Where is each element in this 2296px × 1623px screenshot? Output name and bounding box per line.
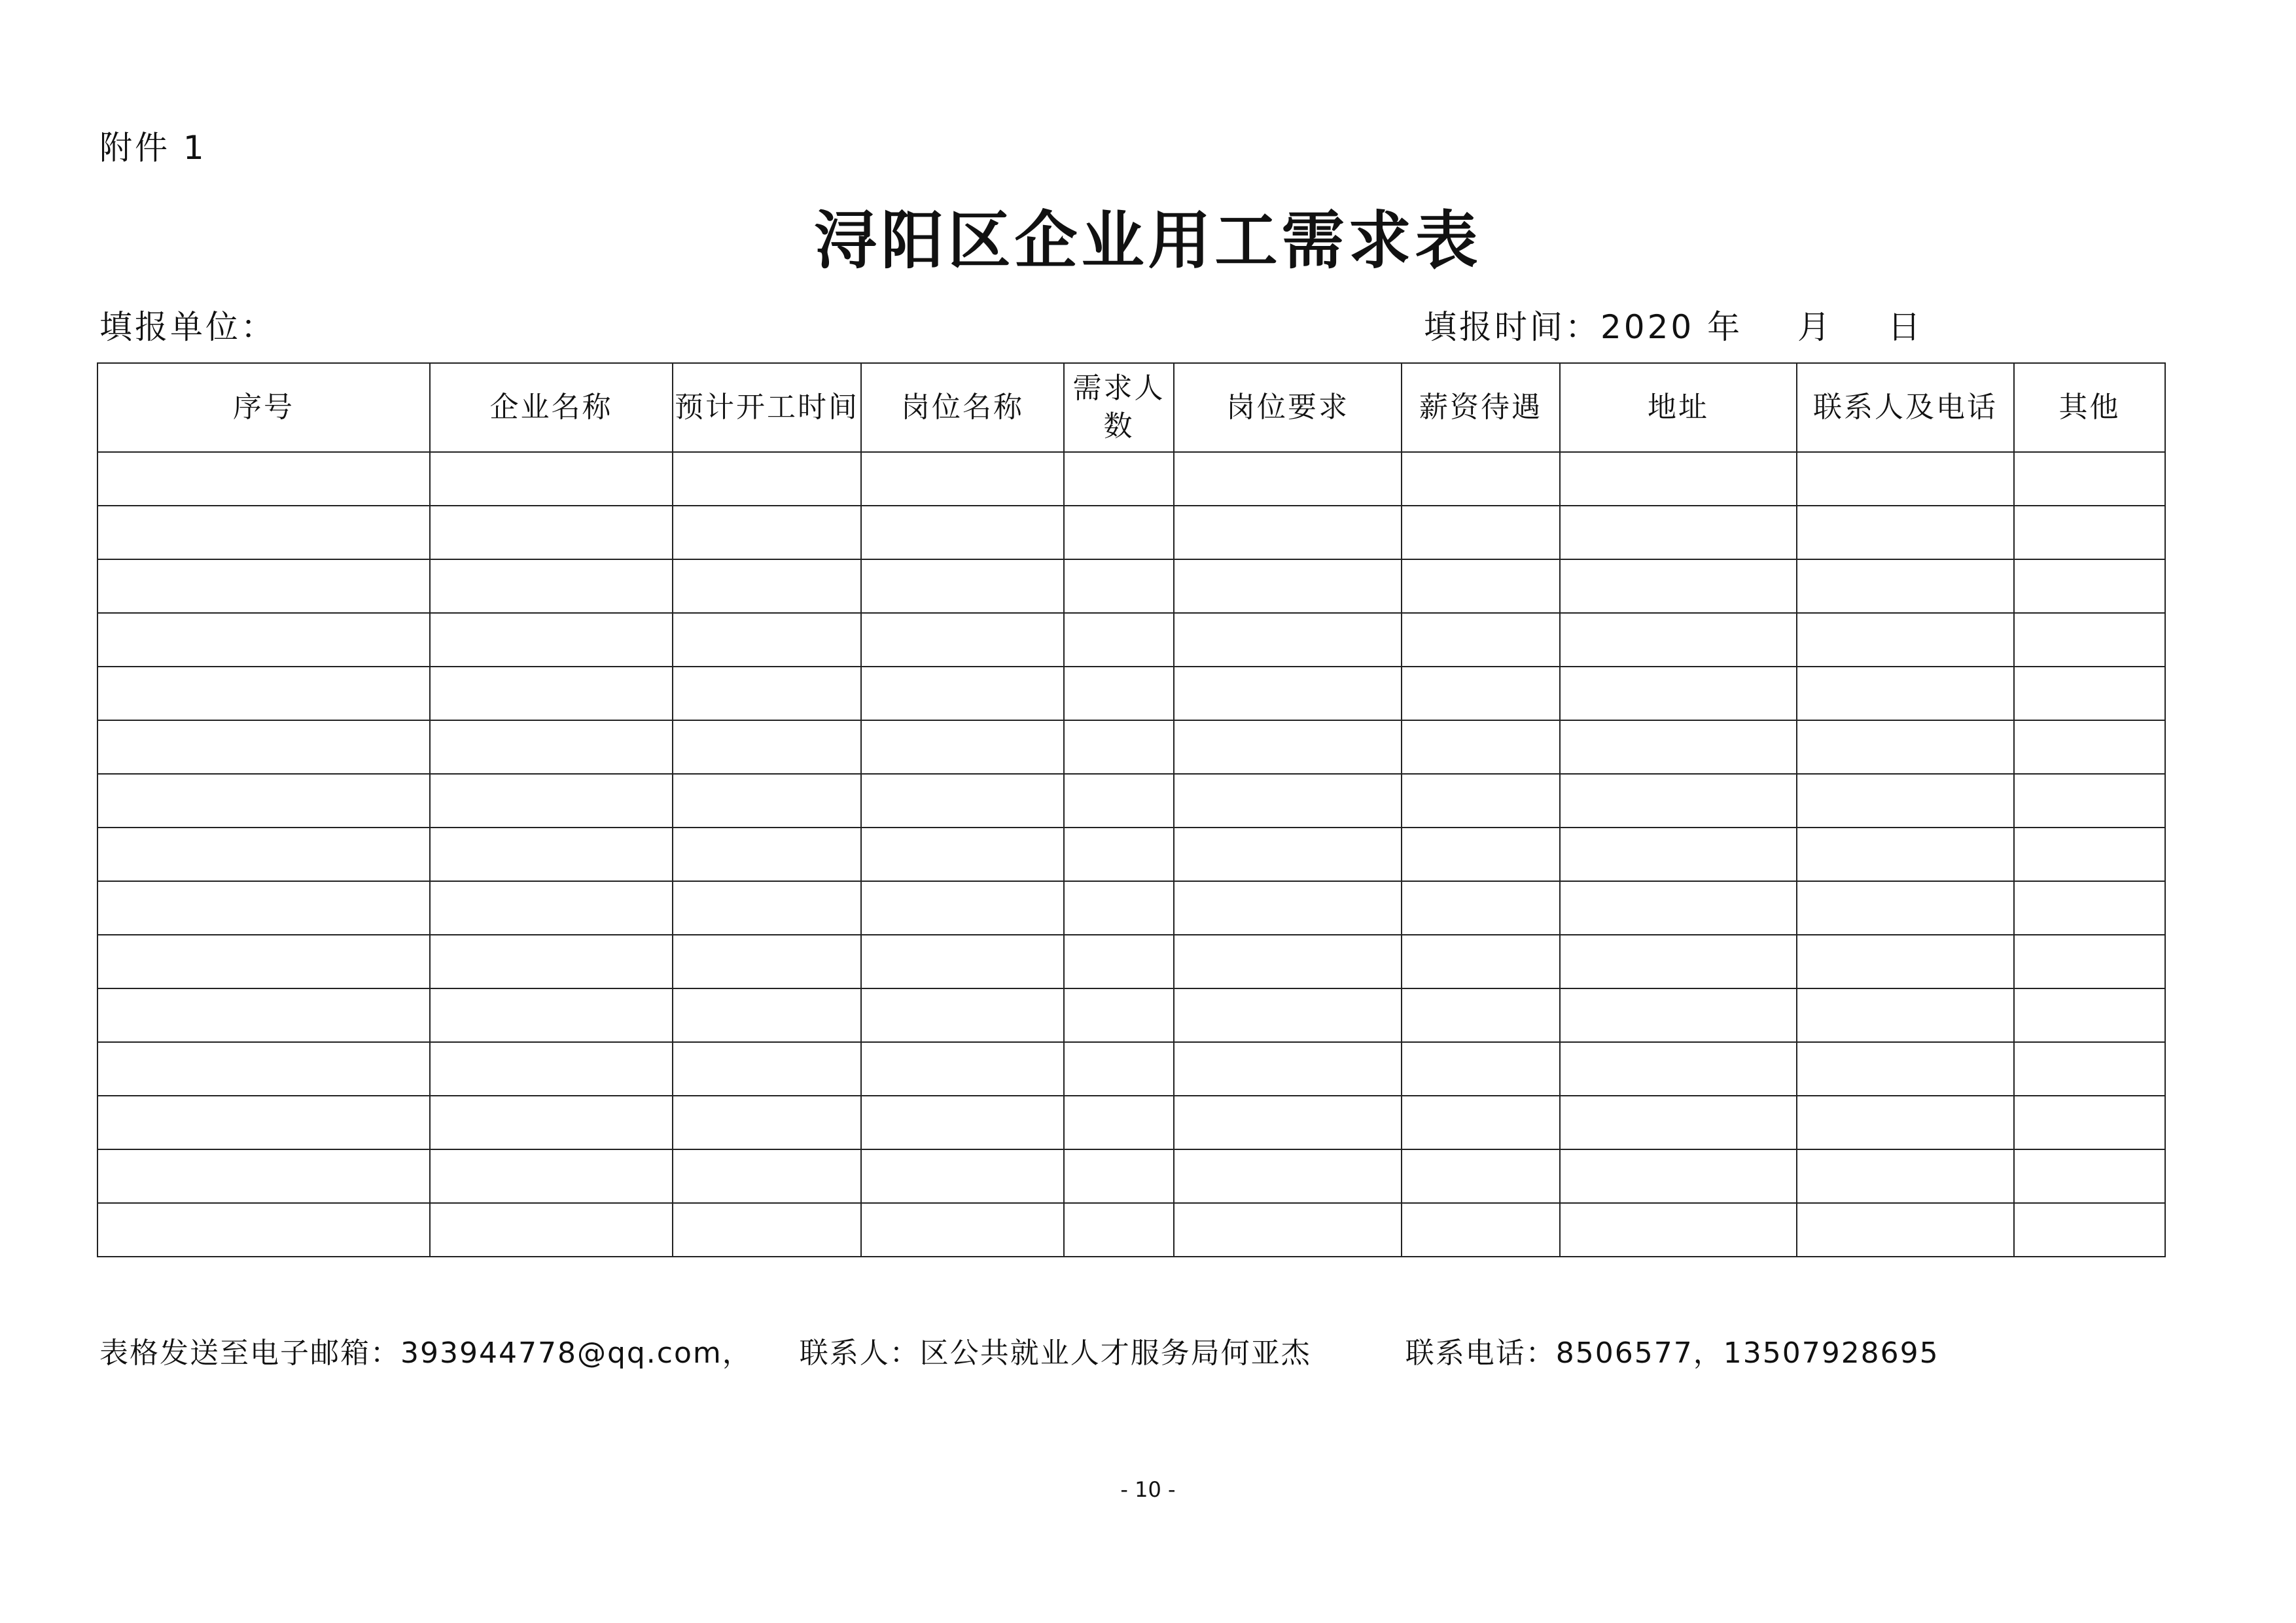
table-cell[interactable] (430, 559, 673, 613)
table-cell[interactable] (1797, 935, 2014, 988)
table-cell[interactable] (1064, 1149, 1174, 1203)
table-cell[interactable] (861, 988, 1064, 1042)
table-cell[interactable] (1064, 881, 1174, 935)
table-cell[interactable] (861, 828, 1064, 881)
table-header-row (97, 363, 2165, 452)
table-cell[interactable] (1560, 559, 1797, 613)
table-cell[interactable] (1402, 613, 1560, 667)
table-cell[interactable] (1402, 1203, 1560, 1257)
table-cell[interactable] (1797, 881, 2014, 935)
footer-email: 表格发送至电子邮箱：393944778@qq.com， (99, 1336, 752, 1370)
table-cell[interactable] (1064, 988, 1174, 1042)
header-serial: 序号 (97, 363, 430, 452)
table-cell[interactable] (1402, 935, 1560, 988)
table-cell[interactable] (861, 1149, 1064, 1203)
table-cell[interactable] (97, 1203, 430, 1257)
table-cell[interactable] (1064, 1042, 1174, 1096)
table-cell[interactable] (673, 667, 861, 720)
table-cell[interactable] (1560, 774, 1797, 828)
table-cell[interactable] (2014, 506, 2165, 559)
table-cell[interactable] (430, 452, 673, 506)
table-cell[interactable] (673, 506, 861, 559)
table-cell[interactable] (97, 720, 430, 774)
header-position-name: 岗位名称 (861, 363, 1064, 452)
table-cell[interactable] (1560, 506, 1797, 559)
table-cell[interactable] (1560, 1096, 1797, 1149)
table-cell[interactable] (1560, 452, 1797, 506)
table-cell[interactable] (1560, 1042, 1797, 1096)
table-cell[interactable] (1064, 774, 1174, 828)
table-row (97, 452, 2165, 506)
table-cell[interactable] (1174, 988, 1402, 1042)
table-row (97, 720, 2165, 774)
table-cell[interactable] (1402, 1096, 1560, 1149)
table-cell[interactable] (1402, 506, 1560, 559)
table-row (97, 1096, 2165, 1149)
table-row (97, 1042, 2165, 1096)
fill-unit-label: 填报单位： (99, 308, 276, 346)
footer-phone: 联系电话：8506577，13507928695 (1405, 1336, 1939, 1370)
footer-note (99, 1329, 1939, 1371)
table-cell[interactable] (861, 774, 1064, 828)
header-start-time: 预计开工时间 (673, 363, 861, 452)
table-cell[interactable] (1797, 613, 2014, 667)
footer-contact: 联系人：区公共就业人才服务局何亚杰 (799, 1336, 1311, 1370)
header-salary: 薪资待遇 (1402, 363, 1560, 452)
table-cell[interactable] (673, 1096, 861, 1149)
table-cell[interactable] (1174, 1203, 1402, 1257)
table-row (97, 988, 2165, 1042)
table-cell[interactable] (1174, 881, 1402, 935)
table-row (97, 1203, 2165, 1257)
table-cell[interactable] (861, 935, 1064, 988)
table-cell[interactable] (1402, 452, 1560, 506)
table-cell[interactable] (430, 828, 673, 881)
table-row (97, 935, 2165, 988)
table-cell[interactable] (1402, 774, 1560, 828)
header-address: 地址 (1560, 363, 1797, 452)
table-cell[interactable] (97, 1149, 430, 1203)
table-cell[interactable] (430, 1042, 673, 1096)
table-cell[interactable] (1797, 506, 2014, 559)
table-cell[interactable] (97, 667, 430, 720)
table-cell[interactable] (1797, 774, 2014, 828)
table-cell[interactable] (1064, 667, 1174, 720)
table-cell[interactable] (1797, 1042, 2014, 1096)
table-cell[interactable] (2014, 935, 2165, 988)
table-cell[interactable] (1064, 452, 1174, 506)
table-cell[interactable] (673, 1042, 861, 1096)
table-cell[interactable] (2014, 452, 2165, 506)
header-requirements: 岗位要求 (1174, 363, 1402, 452)
table-cell[interactable] (861, 1096, 1064, 1149)
table-cell[interactable] (2014, 559, 2165, 613)
table-cell[interactable] (861, 1203, 1064, 1257)
table-cell[interactable] (430, 1149, 673, 1203)
form-title: 浔阳区企业用工需求表 (814, 203, 1482, 277)
table-cell[interactable] (673, 774, 861, 828)
table-cell[interactable] (430, 1203, 673, 1257)
table-cell[interactable] (1797, 667, 2014, 720)
table-cell[interactable] (430, 613, 673, 667)
table-row (97, 559, 2165, 613)
table-cell[interactable] (1064, 506, 1174, 559)
table-row (97, 613, 2165, 667)
table-cell[interactable] (1797, 988, 2014, 1042)
table-cell[interactable] (1174, 1096, 1402, 1149)
table-cell[interactable] (97, 559, 430, 613)
table-cell[interactable] (1402, 988, 1560, 1042)
table-cell[interactable] (1402, 667, 1560, 720)
table-cell[interactable] (2014, 828, 2165, 881)
table-cell[interactable] (673, 452, 861, 506)
table-cell[interactable] (1560, 1203, 1797, 1257)
table-cell[interactable] (1064, 935, 1174, 988)
table-cell[interactable] (1797, 452, 2014, 506)
table-cell[interactable] (97, 881, 430, 935)
table-cell[interactable] (2014, 988, 2165, 1042)
table-cell[interactable] (1174, 774, 1402, 828)
table-cell[interactable] (2014, 1203, 2165, 1257)
table-cell[interactable] (673, 988, 861, 1042)
table-cell[interactable] (861, 1042, 1064, 1096)
table-cell[interactable] (430, 506, 673, 559)
table-cell[interactable] (2014, 613, 2165, 667)
table-cell[interactable] (1797, 1203, 2014, 1257)
table-cell[interactable] (1402, 828, 1560, 881)
table-row (97, 1149, 2165, 1203)
table-cell[interactable] (1560, 613, 1797, 667)
table-cell[interactable] (97, 828, 430, 881)
table-cell[interactable] (1174, 935, 1402, 988)
header-company-name: 企业名称 (430, 363, 673, 452)
table-cell[interactable] (1064, 613, 1174, 667)
table-cell[interactable] (1174, 828, 1402, 881)
table-cell[interactable] (1402, 1042, 1560, 1096)
demand-table (97, 362, 2166, 1257)
table-cell[interactable] (430, 881, 673, 935)
table-cell[interactable] (1560, 935, 1797, 988)
table-cell[interactable] (673, 881, 861, 935)
table-cell[interactable] (1797, 828, 2014, 881)
table-body (97, 452, 2165, 1257)
header-contact: 联系人及电话 (1797, 363, 2014, 452)
fill-time-month: 月 (1797, 308, 1833, 346)
fill-time (1424, 301, 1923, 348)
table-cell[interactable] (861, 881, 1064, 935)
table-cell[interactable] (1064, 720, 1174, 774)
table-row (97, 506, 2165, 559)
table-cell[interactable] (1174, 613, 1402, 667)
table-cell[interactable] (673, 720, 861, 774)
table-row (97, 667, 2165, 720)
table-cell[interactable] (1174, 720, 1402, 774)
table-cell[interactable] (861, 667, 1064, 720)
table-cell[interactable] (861, 559, 1064, 613)
table-cell[interactable] (673, 559, 861, 613)
table-cell[interactable] (97, 1042, 430, 1096)
table-cell[interactable] (2014, 1096, 2165, 1149)
table-cell[interactable] (1064, 559, 1174, 613)
table-cell[interactable] (1174, 559, 1402, 613)
table-cell[interactable] (1174, 452, 1402, 506)
page-number: - 10 - (1120, 1477, 1176, 1502)
table-cell[interactable] (673, 613, 861, 667)
table-cell[interactable] (97, 613, 430, 667)
table-cell[interactable] (1064, 1096, 1174, 1149)
table-cell[interactable] (1560, 1149, 1797, 1203)
fill-time-day: 日 (1887, 308, 1923, 346)
table-cell[interactable] (1174, 1042, 1402, 1096)
table-cell[interactable] (1797, 559, 2014, 613)
table-cell[interactable] (1402, 559, 1560, 613)
table-cell[interactable] (430, 774, 673, 828)
table-cell[interactable] (97, 988, 430, 1042)
table-cell[interactable] (1560, 828, 1797, 881)
table-cell[interactable] (1797, 1149, 2014, 1203)
header-headcount: 需求人数 (1064, 363, 1174, 452)
table-cell[interactable] (430, 720, 673, 774)
table-row (97, 828, 2165, 881)
table-cell[interactable] (673, 828, 861, 881)
table-cell[interactable] (1797, 720, 2014, 774)
table-cell[interactable] (2014, 774, 2165, 828)
table-cell[interactable] (861, 613, 1064, 667)
table-cell[interactable] (2014, 1042, 2165, 1096)
table-cell[interactable] (861, 506, 1064, 559)
attachment-label: 附件 1 (99, 129, 207, 167)
table-cell[interactable] (1064, 828, 1174, 881)
table-cell[interactable] (97, 774, 430, 828)
table-cell[interactable] (2014, 881, 2165, 935)
table-cell[interactable] (1560, 988, 1797, 1042)
table-cell[interactable] (430, 667, 673, 720)
table-cell[interactable] (673, 935, 861, 988)
table-cell[interactable] (1560, 667, 1797, 720)
table-cell[interactable] (1402, 1149, 1560, 1203)
table-cell[interactable] (673, 1149, 861, 1203)
table-cell[interactable] (2014, 667, 2165, 720)
table-cell[interactable] (97, 506, 430, 559)
table-cell[interactable] (430, 935, 673, 988)
table-cell[interactable] (673, 1203, 861, 1257)
table-cell[interactable] (1174, 506, 1402, 559)
table-cell[interactable] (1174, 1149, 1402, 1203)
table-cell[interactable] (1560, 881, 1797, 935)
header-other: 其他 (2014, 363, 2165, 452)
table-cell[interactable] (1797, 1096, 2014, 1149)
fill-time-label: 填报时间：2020 年 (1424, 308, 1743, 346)
table-cell[interactable] (861, 720, 1064, 774)
table-cell[interactable] (430, 988, 673, 1042)
table-cell[interactable] (97, 452, 430, 506)
table-cell[interactable] (1402, 720, 1560, 774)
table-cell[interactable] (430, 1096, 673, 1149)
table-cell[interactable] (97, 1096, 430, 1149)
table-row (97, 881, 2165, 935)
table-cell[interactable] (861, 452, 1064, 506)
table-cell[interactable] (2014, 1149, 2165, 1203)
table-cell[interactable] (1402, 881, 1560, 935)
table-cell[interactable] (1560, 720, 1797, 774)
table-cell[interactable] (1064, 1203, 1174, 1257)
table-cell[interactable] (1174, 667, 1402, 720)
table-cell[interactable] (97, 935, 430, 988)
table-row (97, 774, 2165, 828)
table-cell[interactable] (2014, 720, 2165, 774)
